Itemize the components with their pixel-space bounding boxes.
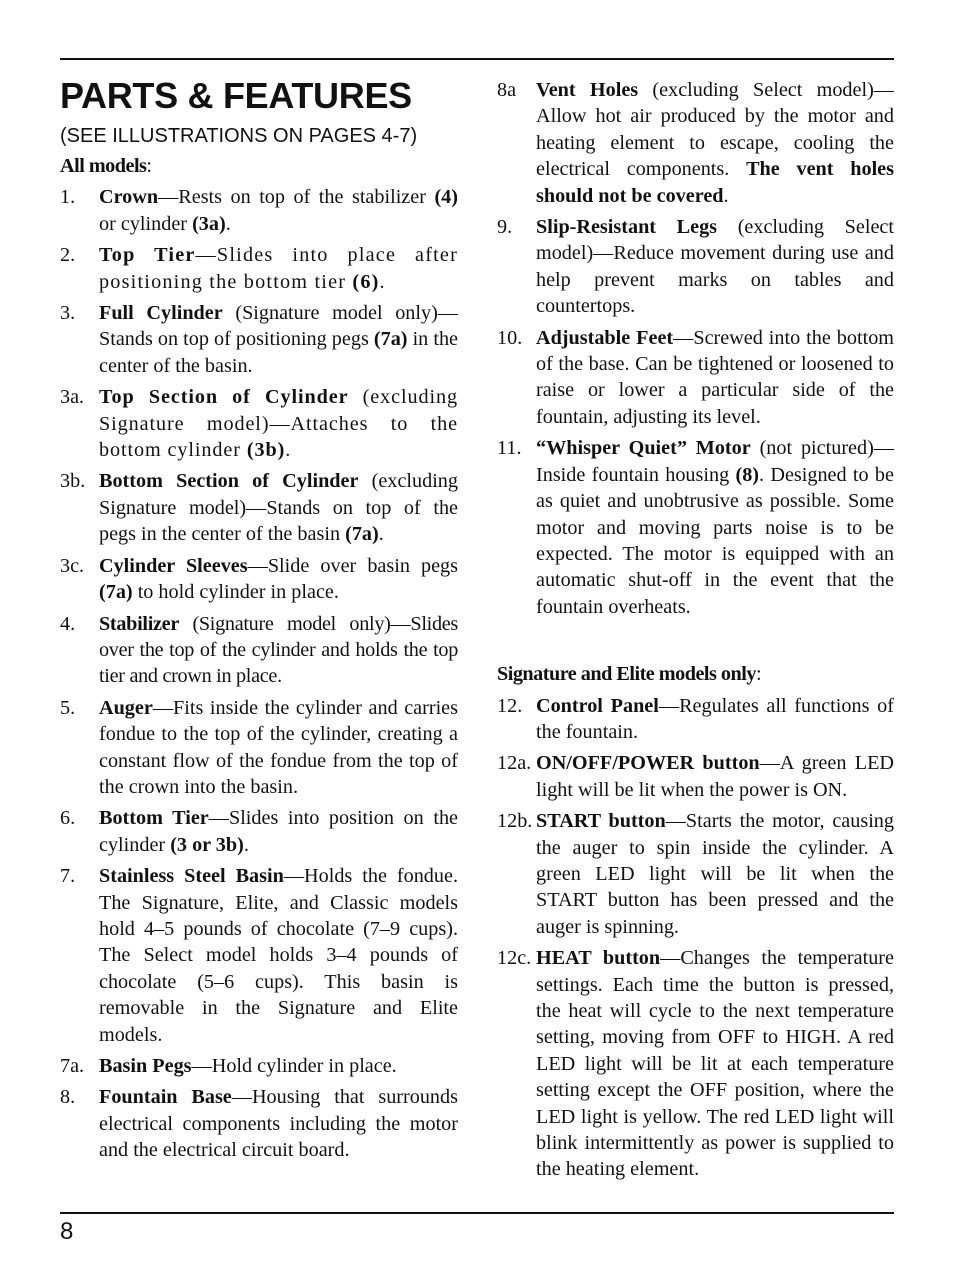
item-number: 8. <box>60 1086 76 1109</box>
item-text: . <box>379 270 386 293</box>
item-text: or cylinder <box>99 212 193 235</box>
all-models-colon: : <box>146 155 152 177</box>
list-item <box>60 242 458 295</box>
list-item <box>497 945 894 1183</box>
item-text: . <box>723 184 729 207</box>
item-name: Stainless Steel Basin <box>99 865 284 888</box>
item-number: 12c. <box>497 947 532 970</box>
item-text: (excluding Signature model)—Stands on top of the pegs in the center of the basin <box>99 470 458 546</box>
item-text: —Regulates all functions of the fountain. <box>536 694 894 743</box>
item-number: 9. <box>497 216 513 239</box>
left-column <box>60 74 458 1169</box>
item-number: 7. <box>60 865 76 888</box>
item-number: 8a <box>497 79 517 101</box>
list-item <box>60 1053 458 1079</box>
item-ref: (7a) <box>373 328 408 351</box>
item-number: 3c. <box>60 554 85 577</box>
item-text: (Signature model only)—Slides over the top of the cylinder and holds the top tier and crown in place. <box>99 612 458 688</box>
list-item <box>497 808 894 940</box>
item-name: Vent Holes <box>536 79 639 101</box>
item-text: (not pictured)—Inside fountain housing <box>536 437 895 486</box>
list-item <box>497 750 894 803</box>
list-item <box>60 384 458 463</box>
item-name: “Whisper Quiet” Motor <box>536 437 751 460</box>
item-text: . <box>285 439 292 462</box>
item-number: 4. <box>60 612 76 635</box>
item-text: —A green LED light will be lit when the power is ON. <box>536 752 894 801</box>
item-name: Cylinder Sleeves <box>99 554 248 577</box>
item-name: Top Section of Cylinder <box>99 386 349 409</box>
item-number: 7a. <box>60 1055 85 1077</box>
list-item <box>60 611 458 690</box>
item-text: (excluding Signature model)—Attaches to the bottom cylinder <box>99 386 458 462</box>
item-name: Bottom Section of Cylinder <box>99 470 359 493</box>
item-text: —Starts the motor, causing the auger to spin inside the cylinder. A green LED light will be lit when the START button has been pressed and the auger is spinning. <box>536 810 894 938</box>
item-name: Full Cylinder <box>99 302 223 325</box>
list-item <box>497 693 894 746</box>
list-item <box>60 300 458 379</box>
item-text: (excluding Select model)—Reduce movement during use and help prevent marks on tables and countertops. <box>536 216 894 318</box>
item-text: . <box>378 523 384 546</box>
item-text: (Signature model only)—Stands on top of positioning pegs <box>99 302 458 351</box>
item-text: —Slide over basin pegs <box>247 554 458 577</box>
signature-elite-label: Signature and Elite models only <box>497 663 756 686</box>
page-subtitle: (SEE ILLUSTRATIONS ON PAGES 4-7) <box>60 125 418 147</box>
item-name: Basin Pegs <box>99 1055 192 1077</box>
item-text: —Hold cylinder in place. <box>191 1055 397 1077</box>
item-number: 3a. <box>60 386 85 409</box>
list-item <box>60 695 458 801</box>
item-number: 12b. <box>497 810 533 833</box>
bottom-rule <box>60 1212 894 1214</box>
signature-elite-heading <box>497 661 894 687</box>
page-number: 8 <box>60 1218 74 1245</box>
list-item <box>497 435 894 620</box>
list-item <box>60 468 458 547</box>
item-text: —Holds the fondue. The Signature, Elite, and Classic models hold 4–5 pounds of chocolate (7–9 cups). The Select model holds 3–4 pounds of chocolate (5–6 cups). This basin is removable in the Signature and Elite models. <box>99 865 458 1046</box>
section-spacer <box>497 625 894 661</box>
item-text: —Slides into position on the cylinder <box>99 807 458 856</box>
item-ref: (3 or 3b) <box>170 833 244 856</box>
item-ref: (8) <box>735 463 760 486</box>
item-number: 2. <box>60 244 76 267</box>
item-ref: (3a) <box>192 212 226 235</box>
item-emphasis: The vent holes should not be covered <box>536 158 894 207</box>
all-models-heading <box>60 153 458 179</box>
item-number: 10. <box>497 326 523 349</box>
item-name: Control Panel <box>536 694 659 717</box>
item-text: . <box>243 833 249 856</box>
item-text: —Fits inside the cylinder and carries fondue to the top of the cylinder, creating a constant flow of the fondue from the top of the crown into the basin. <box>99 696 458 798</box>
item-text: —Screwed into the bottom of the base. Can be tightened or loosened to raise or lower a particular side of the fountain, adjusting its level. <box>536 326 894 428</box>
list-item <box>497 325 894 431</box>
right-column <box>497 77 894 1188</box>
list-item <box>60 553 458 606</box>
all-models-label: All models <box>60 155 147 177</box>
item-text: in the center of the basin. <box>99 328 459 377</box>
item-ref: (4) <box>434 186 458 209</box>
item-text: (excluding Select model)—Allow hot air produced by the motor and heating element to escape, cooling the electrical components. <box>536 79 894 181</box>
item-ref: (7a) <box>99 581 133 604</box>
item-text: . Designed to be as quiet and unobtrusive as possible. Some motor and moving parts noise is to be expected. The motor is equipped with an automatic shut-off in the event that the fountain overheats. <box>536 463 894 618</box>
item-number: 11. <box>497 437 522 460</box>
top-rule <box>60 58 894 60</box>
item-ref: (3b) <box>246 439 286 462</box>
page-title: PARTS & FEATURES <box>60 75 412 116</box>
item-number: 6. <box>60 807 76 830</box>
item-number: 3. <box>60 302 76 325</box>
item-name: Adjustable Feet <box>536 326 674 349</box>
item-text: to hold cylinder in place. <box>132 581 339 604</box>
item-text: —Changes the temperature settings. Each time the button is pressed, the heat will cycle to the next temperature setting, moving from OFF to HIGH. A red LED light will be lit at each temperature setting except the OFF position, where the LED light is yellow. The red LED light will blink intermittently as power is supplied to the heating element. <box>536 947 894 1181</box>
item-name: Crown <box>99 186 159 209</box>
item-text: —Slides into place after positioning the bottom tier <box>99 244 459 293</box>
item-name: Top Tier <box>99 244 196 267</box>
item-name: Stabilizer <box>99 612 179 635</box>
item-name: Auger <box>99 696 153 719</box>
list-item <box>497 77 894 209</box>
item-number: 5. <box>60 696 76 719</box>
item-number: 12. <box>497 694 523 717</box>
item-text: —Rests on top of the stabilizer <box>158 186 435 209</box>
signature-elite-colon: : <box>755 663 762 686</box>
item-name: START button <box>536 810 666 833</box>
item-name: Fountain Base <box>99 1086 232 1109</box>
item-number: 12a. <box>497 752 532 775</box>
item-ref: (7a) <box>345 523 379 546</box>
item-ref: (6) <box>352 270 380 293</box>
list-item <box>60 184 458 237</box>
item-number: 1. <box>60 186 76 209</box>
item-name: ON/OFF/POWER button <box>536 752 760 775</box>
item-text: . <box>225 212 231 235</box>
item-text: —Housing that surrounds electrical components including the motor and the electrical circuit board. <box>99 1086 458 1162</box>
item-number: 3b. <box>60 470 86 493</box>
list-item <box>60 863 458 1048</box>
item-name: HEAT button <box>536 947 661 970</box>
item-name: Slip-Resistant Legs <box>536 216 718 239</box>
list-item <box>60 805 458 858</box>
list-item <box>497 214 894 320</box>
list-item <box>60 1084 458 1163</box>
item-name: Bottom Tier <box>99 807 209 830</box>
